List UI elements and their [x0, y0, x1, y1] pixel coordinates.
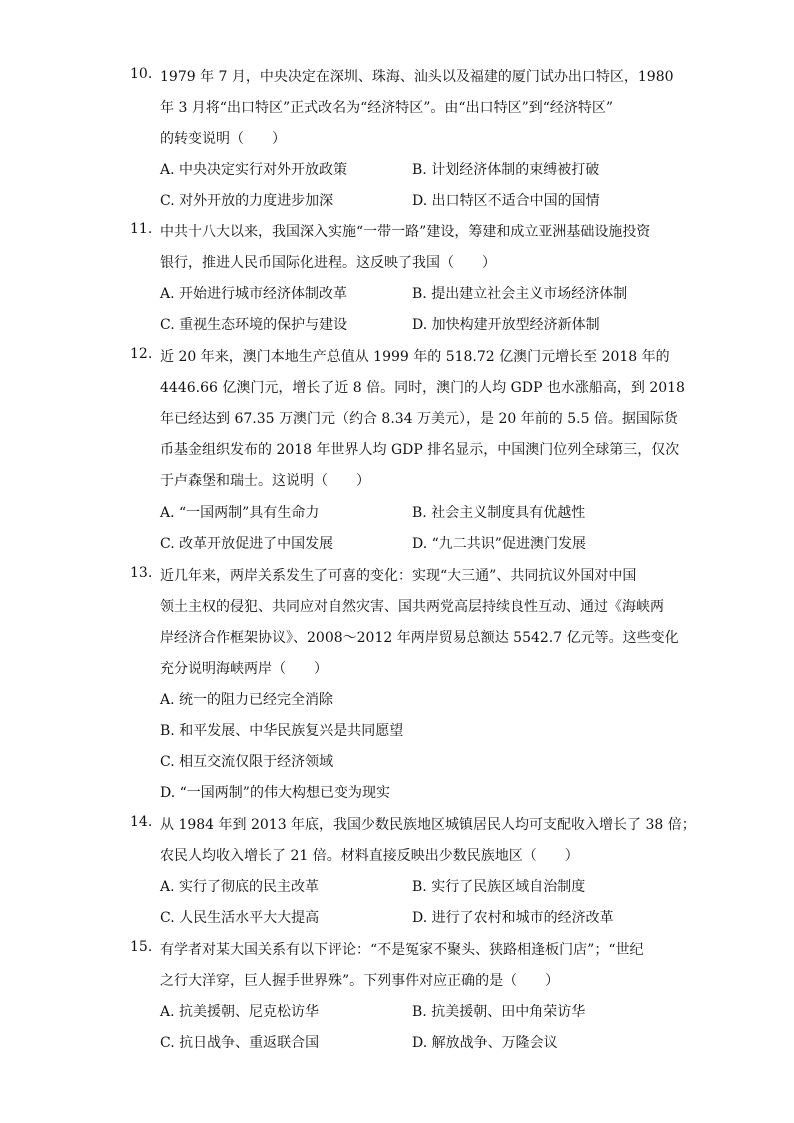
option-b: B. 实行了民族区域自治制度	[412, 879, 586, 895]
option-a: A. 统一的阻力已经完全消除	[160, 692, 334, 708]
question-stem-line: 币基金组织发布的 2018 年世界人均 GDP 排名显示，中国澳门位列全球第三，仅次	[160, 442, 680, 458]
option-a: A. 开始进行城市经济体制改革	[160, 286, 348, 302]
option-c: C. 改革开放促进了中国发展	[160, 536, 334, 552]
option-c: C. 相互交流仅限于经济领域	[160, 754, 334, 770]
option-d: D. 加快构建开放型经济新体制	[412, 317, 600, 333]
question-number: 10.	[130, 66, 153, 82]
question-stem-line: 年 3 月将“出口特区”正式改名为“经济特区”。由“出口特区”到“经济特区”	[160, 100, 614, 116]
option-d: D. 出口特区不适合中国的国情	[412, 193, 600, 209]
question-stem-line: 的转变说明（ ）	[160, 131, 286, 147]
option-a: A. 中央决定实行对外开放政策	[160, 162, 348, 178]
question-number: 13.	[130, 565, 153, 581]
option-b: B. 提出建立社会主义市场经济体制	[412, 286, 628, 302]
question-stem-line: 从 1984 年到 2013 年底，我国少数民族地区城镇居民人均可支配收入增长了 38 倍；	[160, 817, 696, 833]
option-a: A. 实行了彻底的民主改革	[160, 879, 320, 895]
question-stem-line: 近 20 年来，澳门本地生产总值从 1999 年的 518.72 亿澳门元增长至 2018 年的	[160, 349, 670, 365]
question-stem-line: 中共十八大以来，我国深入实施“一带一路”建设，筹建和成立亚洲基础设施投资	[160, 224, 651, 240]
option-a: A. 抗美援朝、尼克松访华	[160, 1004, 320, 1020]
option-b: B. 计划经济体制的束缚被打破	[412, 162, 600, 178]
question-number: 12.	[130, 346, 153, 362]
question-stem-line: 有学者对某大国关系有以下评论：“不是冤家不聚头、狭路相逢板门店”；“世纪	[160, 942, 644, 958]
question-stem-line: 领土主权的侵犯、共同应对自然灾害、国共两党高层持续良性互动、通过《海峡两	[160, 599, 664, 615]
question-number: 14.	[130, 814, 153, 830]
question-stem-line: 近几年来，两岸关系发生了可喜的变化：实现“大三通”、共同抗议外国对中国	[160, 568, 637, 584]
option-a: A. “一国两制”具有生命力	[160, 505, 320, 521]
question-stem-line: 于卢森堡和瑞士。这说明（ ）	[160, 473, 370, 489]
question-stem-line: 之行大洋穿，巨人握手世界殊”。下列事件对应正确的是（ ）	[160, 973, 560, 989]
question-number: 11.	[130, 221, 153, 237]
option-c: C. 人民生活水平大大提高	[160, 910, 320, 926]
option-d: D. “一国两制”的伟大构想已变为现实	[160, 785, 390, 801]
option-b: B. 和平发展、中华民族复兴是共同愿望	[160, 723, 404, 739]
option-d: D. 进行了农村和城市的经济改革	[412, 910, 614, 926]
option-b: B. 社会主义制度具有优越性	[412, 505, 586, 521]
question-stem-line: 年已经达到 67.35 万澳门元（约合 8.34 万美元），是 20 年前的 5.5 倍。据国际货	[160, 411, 678, 427]
option-c: C. 对外开放的力度进步加深	[160, 193, 334, 209]
question-stem-line: 岸经济合作框架协议》、2008～2012 年两岸贸易总额达 5542.7 亿元等。这些变化	[160, 630, 679, 646]
question-stem-line: 农民人均收入增长了 21 倍。材料直接反映出少数民族地区（ ）	[160, 848, 579, 864]
option-d: D. 解放战争、万隆会议	[412, 1035, 558, 1051]
question-stem-line: 银行，推进人民币国际化进程。这反映了我国（ ）	[160, 255, 496, 271]
option-b: B. 抗美援朝、田中角荣访华	[412, 1004, 586, 1020]
question-number: 15.	[130, 939, 153, 955]
option-d: D. “九二共识”促进澳门发展	[412, 536, 586, 552]
question-stem-line: 4446.66 亿澳门元，增长了近 8 倍。同时，澳门的人均 GDP 也水涨船高，到 2018	[160, 380, 685, 396]
option-c: C. 抗日战争、重返联合国	[160, 1035, 320, 1051]
option-c: C. 重视生态环境的保护与建设	[160, 317, 348, 333]
question-stem-line: 充分说明海峡两岸（ ）	[160, 661, 328, 677]
question-stem-line: 1979 年 7 月，中央决定在深圳、珠海、汕头以及福建的厦门试办出口特区，1980	[160, 69, 674, 85]
